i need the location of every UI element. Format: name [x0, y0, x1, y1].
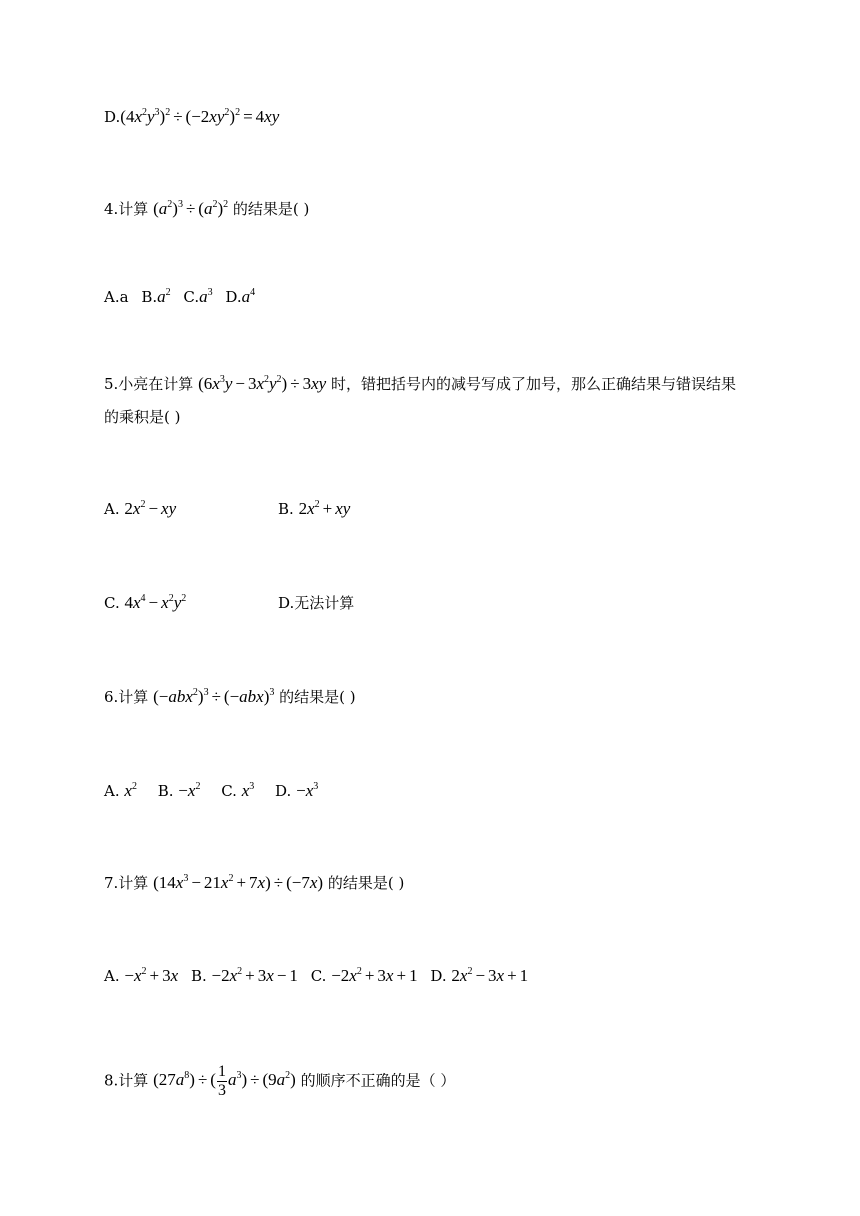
question-5-option-d	[278, 592, 354, 614]
math-expression: $(6x^3y - 3x^2y^2) \div 3xy$	[198, 374, 327, 393]
option-d-label: D.	[275, 782, 292, 800]
question-suffix-cont: 的乘积是( )	[104, 408, 181, 426]
option-d-label: D.	[225, 288, 242, 306]
question-prefix: 4.计算	[104, 200, 149, 218]
question-7	[104, 872, 404, 894]
option-a-math: $-x^2 + 3x$	[124, 966, 179, 985]
question-5-option-a	[104, 498, 176, 520]
option-b-label: B.	[157, 782, 174, 800]
option-c-label: C.	[221, 782, 237, 800]
option-label: C.	[104, 594, 120, 612]
question-5-option-b	[278, 498, 350, 520]
option-c-math: $-2x^2 + 3x + 1$	[331, 966, 418, 985]
option-a: A.a	[104, 288, 129, 306]
option-a-label: A.	[104, 967, 120, 985]
question-8	[104, 1063, 455, 1100]
math-expression: $(14x^3 - 21x^2 + 7x) \div (-7x)$	[153, 873, 324, 892]
question-prefix: 6.计算	[104, 688, 149, 706]
question-suffix: 时，错把括号内的减号写成了加号，那么正确结果与错误结果	[330, 375, 736, 393]
question-5-continuation	[104, 406, 180, 428]
option-b-math: $a^2$	[157, 287, 171, 306]
question-prefix: 5.小亮在计算	[104, 375, 194, 393]
question-suffix: 的顺序不正确的是（ ）	[300, 1071, 456, 1090]
question-5	[104, 373, 736, 395]
option-math: $4x^4 - x^2y^2$	[124, 593, 187, 612]
question-prefix: 8.计算	[104, 1071, 149, 1090]
option-d-label: D.	[430, 967, 447, 985]
option-a-math: $x^2$	[124, 781, 137, 800]
option-c-math: $a^3$	[199, 287, 213, 306]
option-text: 无法计算	[294, 594, 355, 612]
question-6	[104, 686, 356, 708]
option-b-math: $-2x^2 + 3x - 1$	[211, 966, 298, 985]
question-7-options	[104, 965, 528, 987]
option-math: $2x^2$ + xy	[298, 499, 351, 518]
math-expression: $(27a^8)$ ÷ ( $\frac{1}{3}$ $a^3) \div (9a^2)$	[153, 1063, 296, 1099]
question-6-options	[104, 780, 318, 802]
option-a-label: A.	[104, 782, 120, 800]
question-3-option-d	[104, 106, 279, 128]
math-expression: $(a^2)^3 \div (a^2)^2$	[153, 199, 229, 218]
option-b-label: B.	[141, 288, 158, 306]
question-4-options	[104, 286, 255, 308]
question-suffix: 的结果是( )	[327, 874, 405, 892]
fraction: $\frac{1}{3}$	[217, 1063, 226, 1099]
option-d-math: $2x^2 - 3x + 1$	[451, 966, 529, 985]
question-suffix: 的结果是( )	[232, 200, 310, 218]
option-label: B.	[278, 500, 294, 518]
option-b-label: B.	[190, 967, 207, 985]
math-expression: $(-abx^2)^3 \div (-abx)^3$	[153, 687, 275, 706]
option-math: $2x^2$ − xy	[124, 499, 177, 518]
question-suffix: 的结果是( )	[279, 688, 356, 706]
option-c-label: C.	[183, 288, 200, 306]
option-b-math: $-x^2$	[178, 781, 201, 800]
question-prefix: 7.计算	[104, 874, 149, 892]
option-label: A.	[104, 500, 120, 518]
math-expression: $(4x^2y^3)^2 \div (-2xy^2)^2 = 4xy$	[120, 107, 280, 126]
option-d-math: $a^4$	[241, 287, 256, 306]
option-c-label: C.	[310, 967, 327, 985]
option-c-math: $x^3$	[241, 781, 255, 800]
option-label: D.	[278, 594, 295, 612]
option-label: D.	[104, 108, 121, 126]
option-d-math: $-x^3$	[296, 781, 319, 800]
question-4	[104, 198, 309, 220]
question-5-option-c	[104, 592, 186, 614]
